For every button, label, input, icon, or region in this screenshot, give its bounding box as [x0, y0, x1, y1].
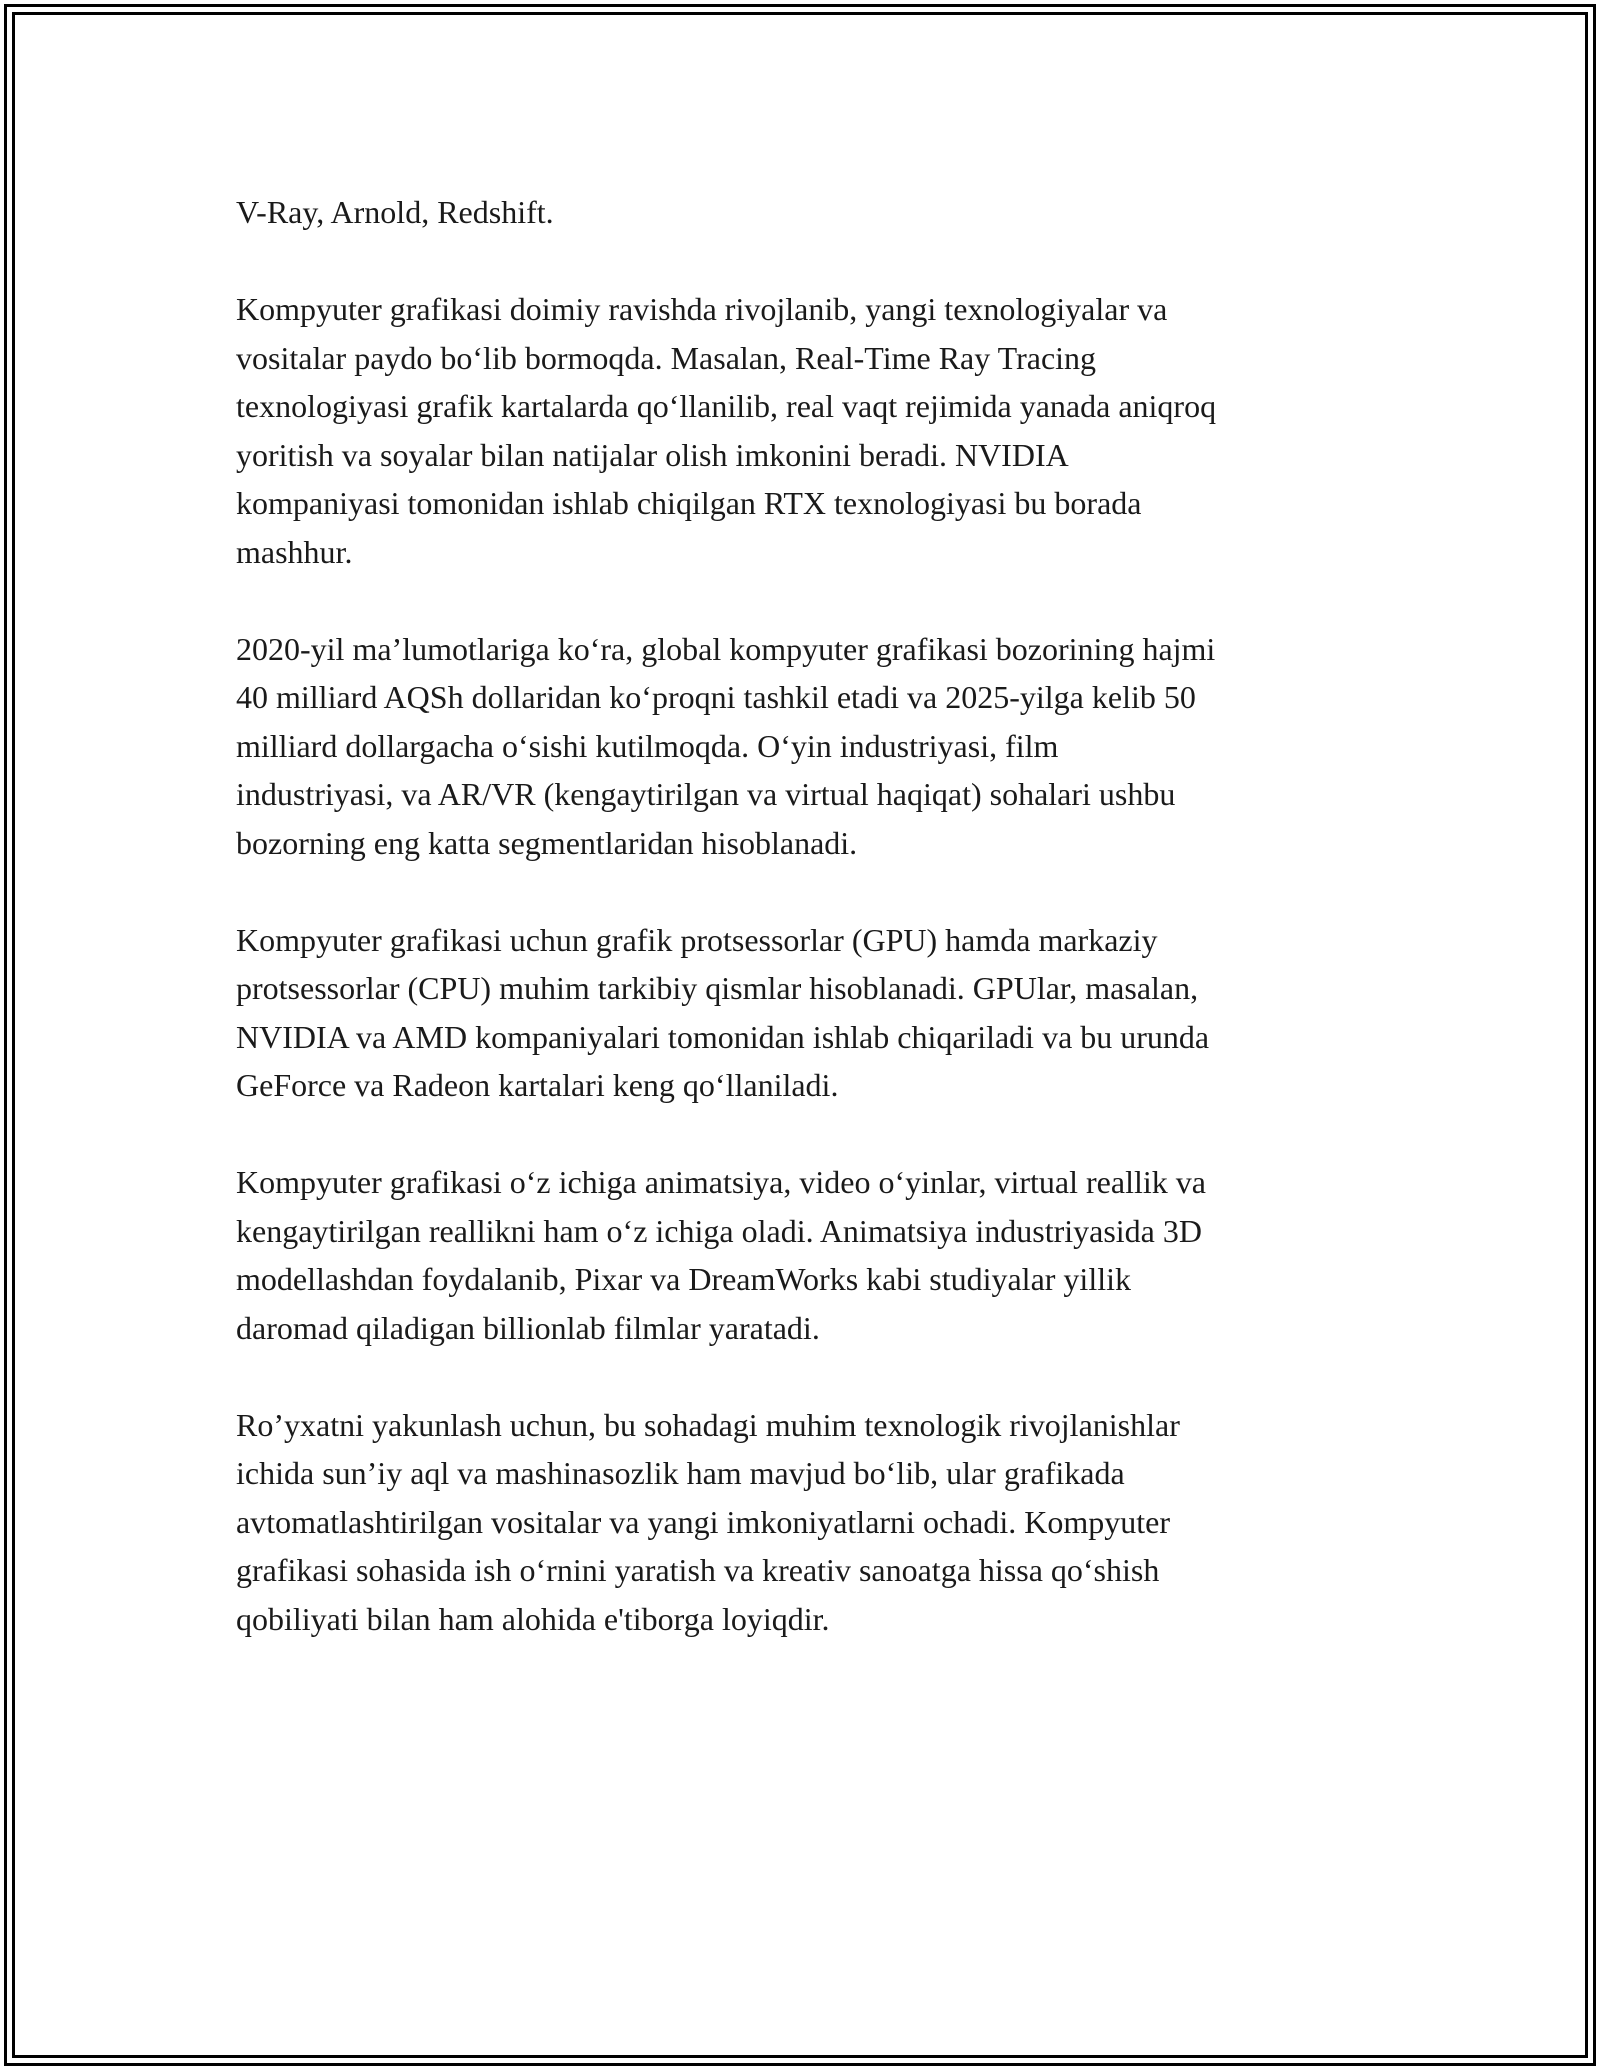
paragraph-conclusion: Ro’yxatni yakunlash uchun, bu sohadagi muhim texnologik rivojlanishlar ichida sun’iy aql va mashinasozlik ham mavjud bo‘lib, ular grafikada avtomatlashtirilgan vositalar va yangi imkoniyatlarni ochadi. Kompyuter grafikasi sohasida ish o‘rnini yaratish va kreativ sanoatga hissa qo‘shish qobiliyati bilan ham alohida e'tiborga loyiqdir. [236, 1406, 1180, 1637]
paragraph-ray-tracing: Kompyuter grafikasi doimiy ravishda rivojlanib, yangi texnologiyalar va vositalar paydo bo‘lib bormoqda. Masalan, Real-Time Ray Tracing texnologiyasi grafik kartalarda qo‘llanilib, real vaqt rejimida yanada aniqroq yoritish va soyalar bilan natijalar olish imkonini beradi. NVIDIA kompaniyasi tomonidan ishlab chiqilgan RTX texnologiyasi bu borada mashhur. [236, 291, 1217, 570]
paragraph-animation: Kompyuter grafikasi o‘z ichiga animatsiya, video o‘yinlar, virtual reallik va kengaytirilgan reallikni ham o‘z ichiga oladi. Animatsiya industriyasida 3D modellashdan foydalanib, Pixar va DreamWorks kabi studiyalar yillik daromad qiladigan billionlab filmlar yaratadi. [236, 1164, 1206, 1346]
paragraph-market-size: 2020-yil ma’lumotlariga ko‘ra, global kompyuter grafikasi bozorining hajmi 40 milliard AQSh dollaridan ko‘proqni tashkil etadi va 2025-yilga kelib 50 milliard dollargacha o‘sishi kutilmoqda. O‘yin industriyasi, film industriyasi, va AR/VR (kengaytirilgan va virtual haqiqat) sohalari ushbu bozorning eng katta segmentlaridan hisoblanadi. [236, 630, 1216, 861]
paragraph-render-engines: V-Ray, Arnold, Redshift. [236, 194, 554, 230]
paragraph-gpu-cpu: Kompyuter grafikasi uchun grafik protsessorlar (GPU) hamda markaziy protsessorlar (CPU) muhim tarkibiy qismlar hisoblanadi. GPUlar, masalan, NVIDIA va AMD kompaniyalari tomonidan ishlab chiqariladi va bu urunda GeForce va Radeon kartalari keng qo‘llaniladi. [236, 921, 1210, 1103]
document-body [236, 188, 1396, 1692]
